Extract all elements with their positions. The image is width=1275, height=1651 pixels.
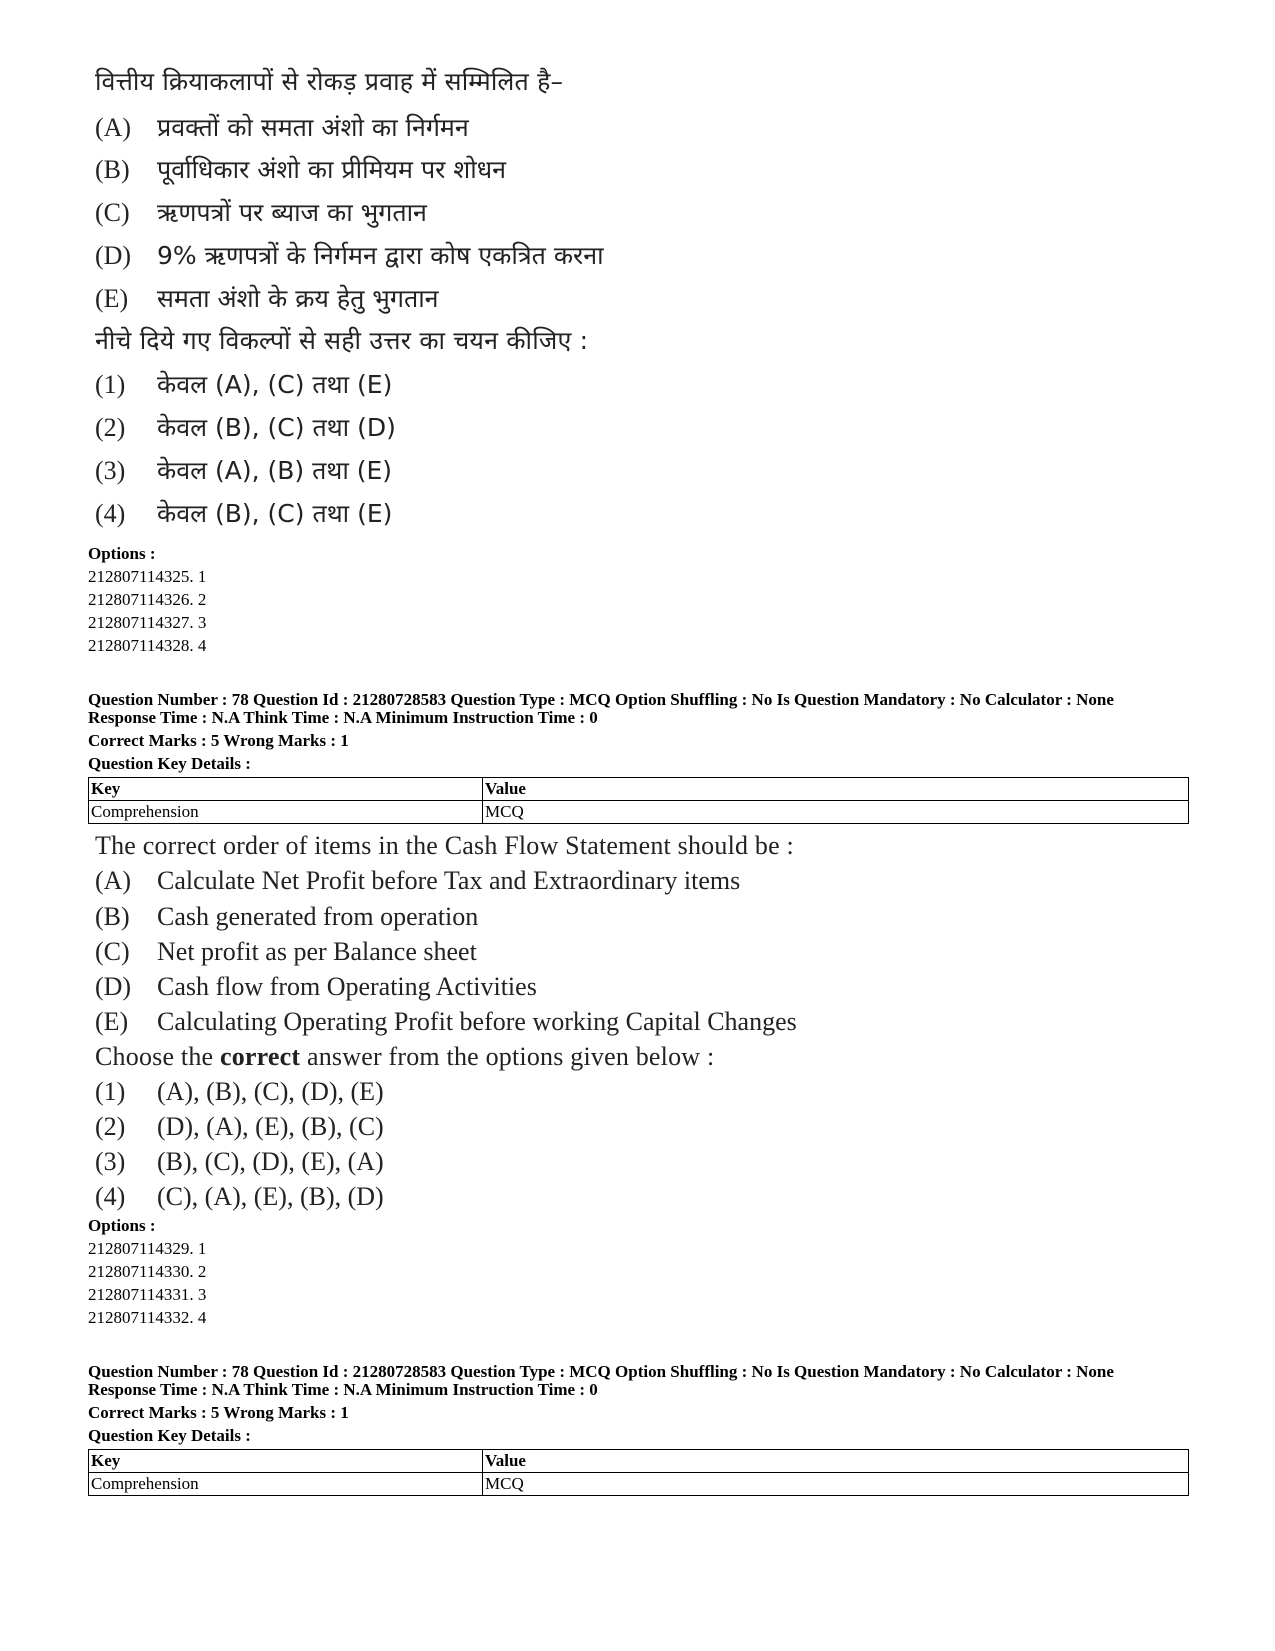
statement-text: ऋणपत्रों पर ब्याज का भुगतान — [157, 198, 427, 227]
instruction-text: answer from the options given below : — [300, 1042, 715, 1071]
choice-label: (1) — [95, 1077, 126, 1106]
statement-label: (C) — [95, 198, 130, 227]
choice-label: (2) — [95, 413, 126, 442]
statement-label: (A) — [95, 113, 132, 142]
choice-text: (A), (B), (C), (D), (E) — [157, 1077, 384, 1106]
choice-label: (1) — [95, 370, 126, 399]
statement-item — [95, 937, 477, 967]
key-details-heading: Question Key Details : — [88, 754, 251, 773]
answer-choice — [95, 1147, 384, 1177]
statement-text: पूर्वाधिकार अंशो का प्रीमियम पर शोधन — [157, 155, 507, 184]
choice-label: (3) — [95, 1147, 126, 1176]
statement-item — [95, 195, 427, 229]
question-meta-line: Response Time : N.A Think Time : N.A Minimum Instruction Time : 0 — [88, 708, 598, 727]
option-id-line: 212807114325. 1 — [88, 567, 207, 586]
answer-choice — [95, 1077, 384, 1107]
choice-label: (3) — [95, 456, 126, 485]
question-meta-line: Question Number : 78 Question Id : 21280728583 Question Type : MCQ Option Shuffling : No Is Question Mandatory : No Calculator : None — [88, 1362, 1114, 1381]
answer-choice — [95, 453, 392, 487]
question-meta-line: Response Time : N.A Think Time : N.A Minimum Instruction Time : 0 — [88, 1380, 598, 1399]
statement-text: Cash generated from operation — [157, 902, 479, 931]
choice-text: केवल (B), (C) तथा (E) — [157, 499, 393, 528]
statement-item — [95, 152, 506, 186]
statement-text: Net profit as per Balance sheet — [157, 937, 477, 966]
option-id-line: 212807114327. 3 — [88, 613, 207, 632]
statement-text: प्रवक्तों को समता अंशो का निर्गमन — [157, 113, 469, 142]
statement-label: (B) — [95, 155, 130, 184]
statement-label: (E) — [95, 284, 129, 313]
choice-label: (4) — [95, 499, 126, 528]
question-meta-line: Question Number : 78 Question Id : 21280728583 Question Type : MCQ Option Shuffling : No Is Question Mandatory : No Calculator : None — [88, 690, 1114, 709]
choice-label: (2) — [95, 1112, 126, 1141]
statement-text: Cash flow from Operating Activities — [157, 972, 537, 1001]
statement-item — [95, 281, 439, 315]
answer-choice — [95, 410, 396, 444]
table-cell: MCQ — [483, 1473, 1189, 1496]
statement-item — [95, 902, 478, 932]
statement-text: समता अंशो के क्रय हेतु भुगतान — [157, 284, 439, 313]
table-header-cell: Value — [483, 1450, 1189, 1473]
table-header-row — [89, 1450, 1189, 1473]
table-row — [89, 801, 1189, 824]
table-header-cell: Key — [89, 778, 483, 801]
answer-choice — [95, 496, 392, 530]
statement-label: (D) — [95, 241, 132, 270]
table-header-cell: Key — [89, 1450, 483, 1473]
question-instruction — [95, 1042, 714, 1072]
question-stem: The correct order of items in the Cash Flow Statement should be : — [95, 831, 794, 860]
table-cell: Comprehension — [89, 1473, 483, 1496]
answer-choice — [95, 1112, 384, 1142]
instruction-text: Choose the — [95, 1042, 220, 1071]
choice-text: (B), (C), (D), (E), (A) — [157, 1147, 384, 1176]
option-id-line: 212807114332. 4 — [88, 1308, 207, 1327]
choice-text: केवल (A), (B) तथा (E) — [157, 456, 393, 485]
key-details-heading: Question Key Details : — [88, 1426, 251, 1445]
choice-text: केवल (B), (C) तथा (D) — [157, 413, 396, 442]
instruction-emphasis: correct — [219, 1042, 301, 1071]
statement-label: (A) — [95, 866, 132, 895]
table-header-cell: Value — [483, 778, 1189, 801]
statement-item — [95, 1007, 797, 1037]
marks-line: Correct Marks : 5 Wrong Marks : 1 — [88, 1403, 349, 1422]
option-id-line: 212807114331. 3 — [88, 1285, 207, 1304]
statement-label: (E) — [95, 1007, 129, 1036]
table-cell: Comprehension — [89, 801, 483, 824]
choice-label: (4) — [95, 1182, 126, 1211]
question-key-table — [88, 777, 1189, 824]
answer-choice — [95, 1182, 384, 1212]
statement-item — [95, 238, 604, 272]
table-cell: MCQ — [483, 801, 1189, 824]
statement-label: (D) — [95, 972, 132, 1001]
table-row — [89, 1473, 1189, 1496]
table-header-row — [89, 778, 1189, 801]
option-id-line: 212807114330. 2 — [88, 1262, 207, 1281]
statement-item — [95, 972, 537, 1002]
statement-text: 9% ऋणपत्रों के निर्गमन द्वारा कोष एकत्रित करना — [157, 241, 604, 270]
statement-item — [95, 110, 469, 144]
statement-label: (C) — [95, 937, 130, 966]
question-stem: वित्तीय क्रियाकलापों से रोकड़ प्रवाह में सम्मिलित है– — [95, 67, 564, 96]
option-id-line: 212807114328. 4 — [88, 636, 207, 655]
statement-text: Calculate Net Profit before Tax and Extraordinary items — [157, 866, 741, 895]
option-id-line: 212807114329. 1 — [88, 1239, 207, 1258]
marks-line: Correct Marks : 5 Wrong Marks : 1 — [88, 731, 349, 750]
options-title: Options : — [88, 1216, 156, 1235]
choice-text: केवल (A), (C) तथा (E) — [157, 370, 393, 399]
question-instruction: नीचे दिये गए विकल्पों से सही उत्तर का चयन कीजिए : — [95, 326, 589, 355]
question-key-table — [88, 1449, 1189, 1496]
choice-text: (D), (A), (E), (B), (C) — [157, 1112, 384, 1141]
options-title: Options : — [88, 544, 156, 563]
option-id-line: 212807114326. 2 — [88, 590, 207, 609]
answer-choice — [95, 367, 392, 401]
statement-item — [95, 866, 740, 896]
statement-label: (B) — [95, 902, 130, 931]
choice-text: (C), (A), (E), (B), (D) — [157, 1182, 384, 1211]
statement-text: Calculating Operating Profit before working Capital Changes — [157, 1007, 797, 1036]
